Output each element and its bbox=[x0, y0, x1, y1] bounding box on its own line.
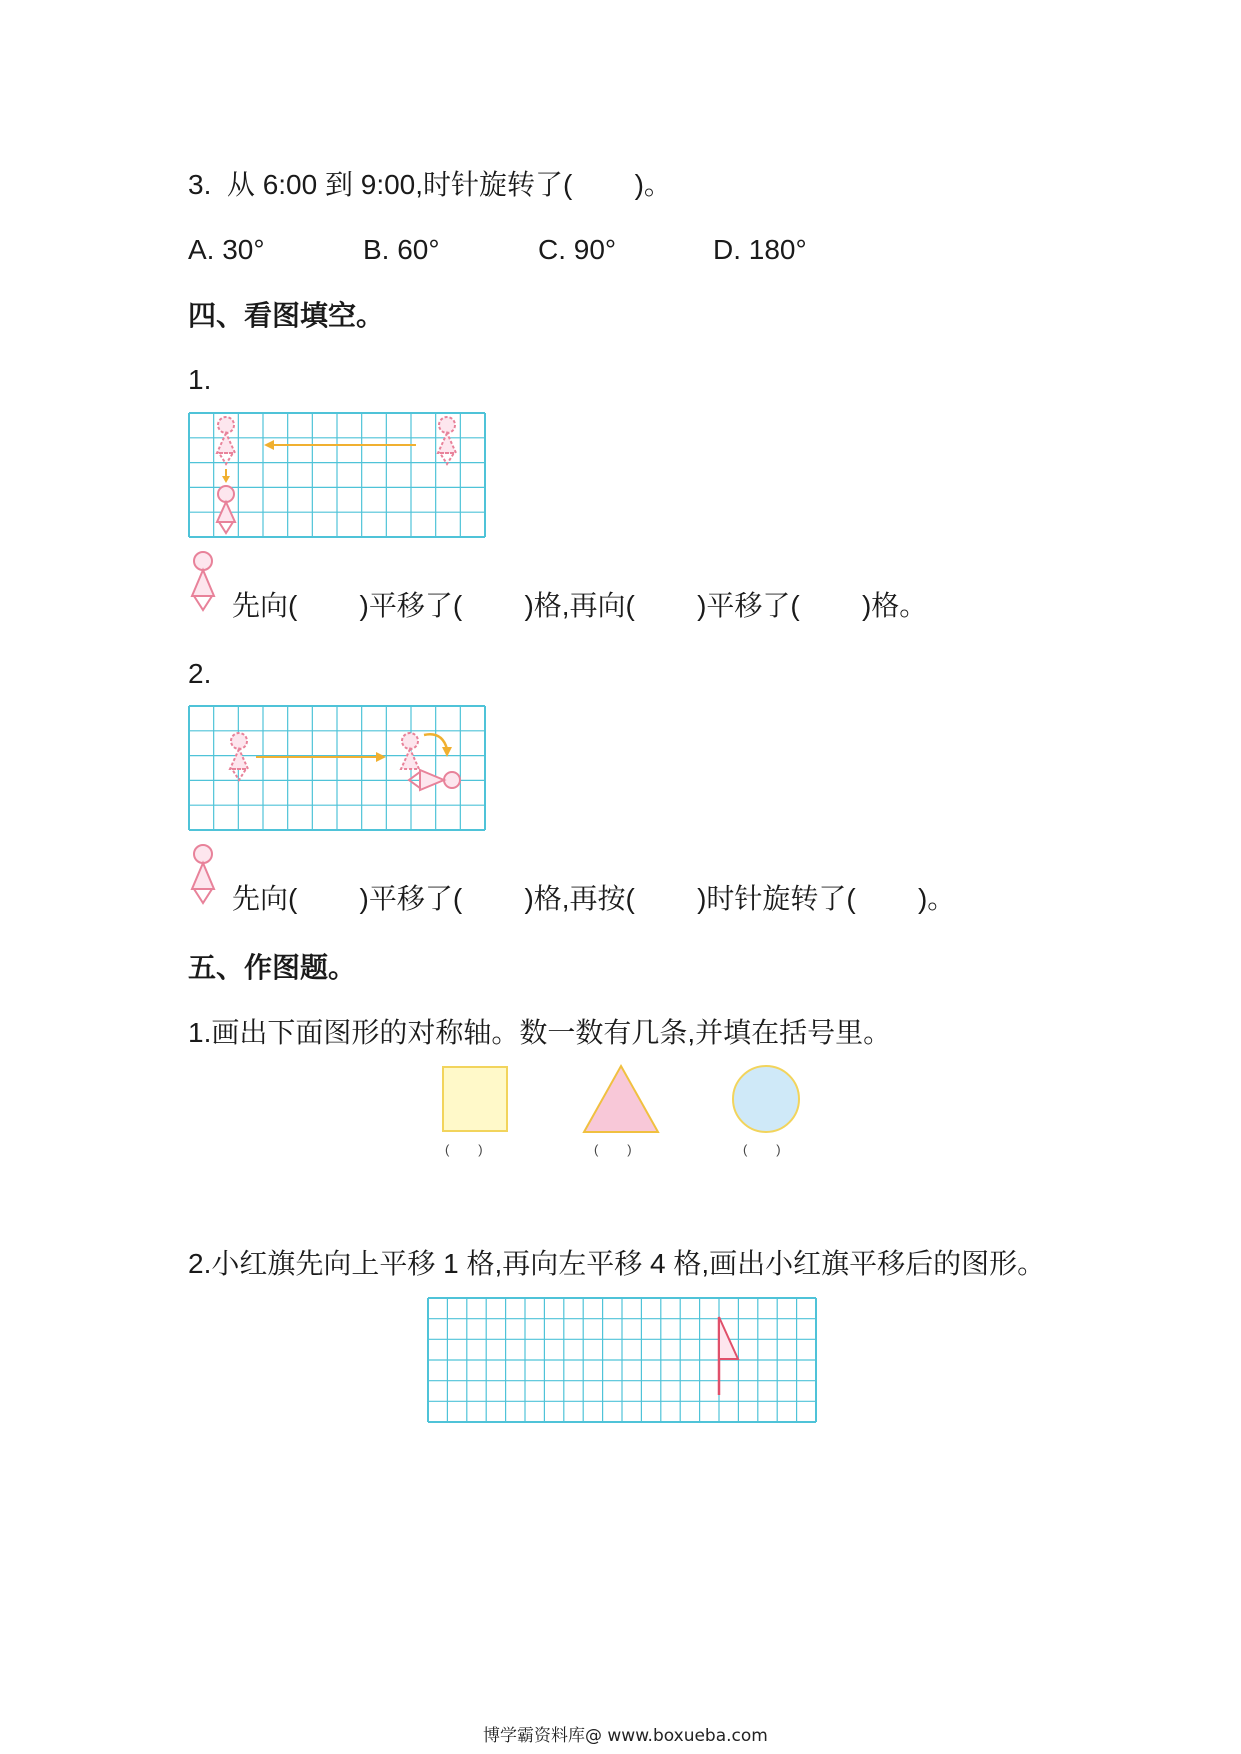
section4-item2-number: 2. bbox=[188, 658, 212, 689]
section4-title: 四、看图填空。 bbox=[188, 300, 385, 331]
square-answer-blank[interactable]: ( ) bbox=[445, 1142, 483, 1157]
section4-item1-sentence: 先向( )平移了( )格,再向( )平移了( )格。 bbox=[232, 590, 928, 621]
section4-item2-sentence: 先向( )平移了( )格,再按( )时针旋转了( )。 bbox=[232, 883, 956, 914]
figure-original-dashed bbox=[230, 733, 248, 780]
figure-moved-dashed bbox=[217, 417, 235, 464]
arrow-down bbox=[222, 469, 230, 483]
section5-title: 五、作图题。 bbox=[188, 952, 357, 983]
red-flag bbox=[719, 1317, 738, 1395]
figure-final bbox=[217, 486, 235, 533]
arrow-left bbox=[264, 440, 416, 450]
q3-option-d[interactable]: D. 180° bbox=[713, 234, 807, 265]
arrow-clockwise bbox=[424, 734, 452, 757]
q3-option-b[interactable]: B. 60° bbox=[363, 234, 440, 265]
footer-watermark: 博学霸资料库@ www.boxueba.com bbox=[483, 1726, 768, 1746]
q3-option-a[interactable]: A. 30° bbox=[188, 234, 265, 265]
circle-shape[interactable] bbox=[730, 1063, 802, 1135]
triangle-answer-blank[interactable]: ( ) bbox=[594, 1142, 632, 1157]
q3-stem: 3. 从 6:00 到 9:00,时针旋转了( )。 bbox=[188, 169, 672, 200]
arrow-right bbox=[256, 752, 386, 762]
grid-lines bbox=[428, 1298, 816, 1422]
circle-answer-blank[interactable]: ( ) bbox=[743, 1142, 781, 1157]
section4-item1-number: 1. bbox=[188, 364, 212, 395]
figure-icon-1 bbox=[188, 550, 218, 616]
figure-icon-2 bbox=[188, 843, 218, 909]
section5-item1-text: 1.画出下面图形的对称轴。数一数有几条,并填在括号里。 bbox=[188, 1017, 892, 1048]
flag-drawing-grid[interactable] bbox=[427, 1297, 817, 1423]
figure-original-dashed bbox=[438, 417, 456, 464]
translation-grid-2 bbox=[188, 705, 486, 831]
triangle-shape[interactable] bbox=[581, 1063, 661, 1135]
translation-grid-1 bbox=[188, 412, 486, 538]
figure-translated-dashed bbox=[401, 733, 419, 769]
q3-option-c[interactable]: C. 90° bbox=[538, 234, 617, 265]
section5-item2-text: 2.小红旗先向上平移 1 格,再向左平移 4 格,画出小红旗平移后的图形。 bbox=[188, 1248, 1046, 1279]
square-shape[interactable] bbox=[441, 1065, 509, 1133]
